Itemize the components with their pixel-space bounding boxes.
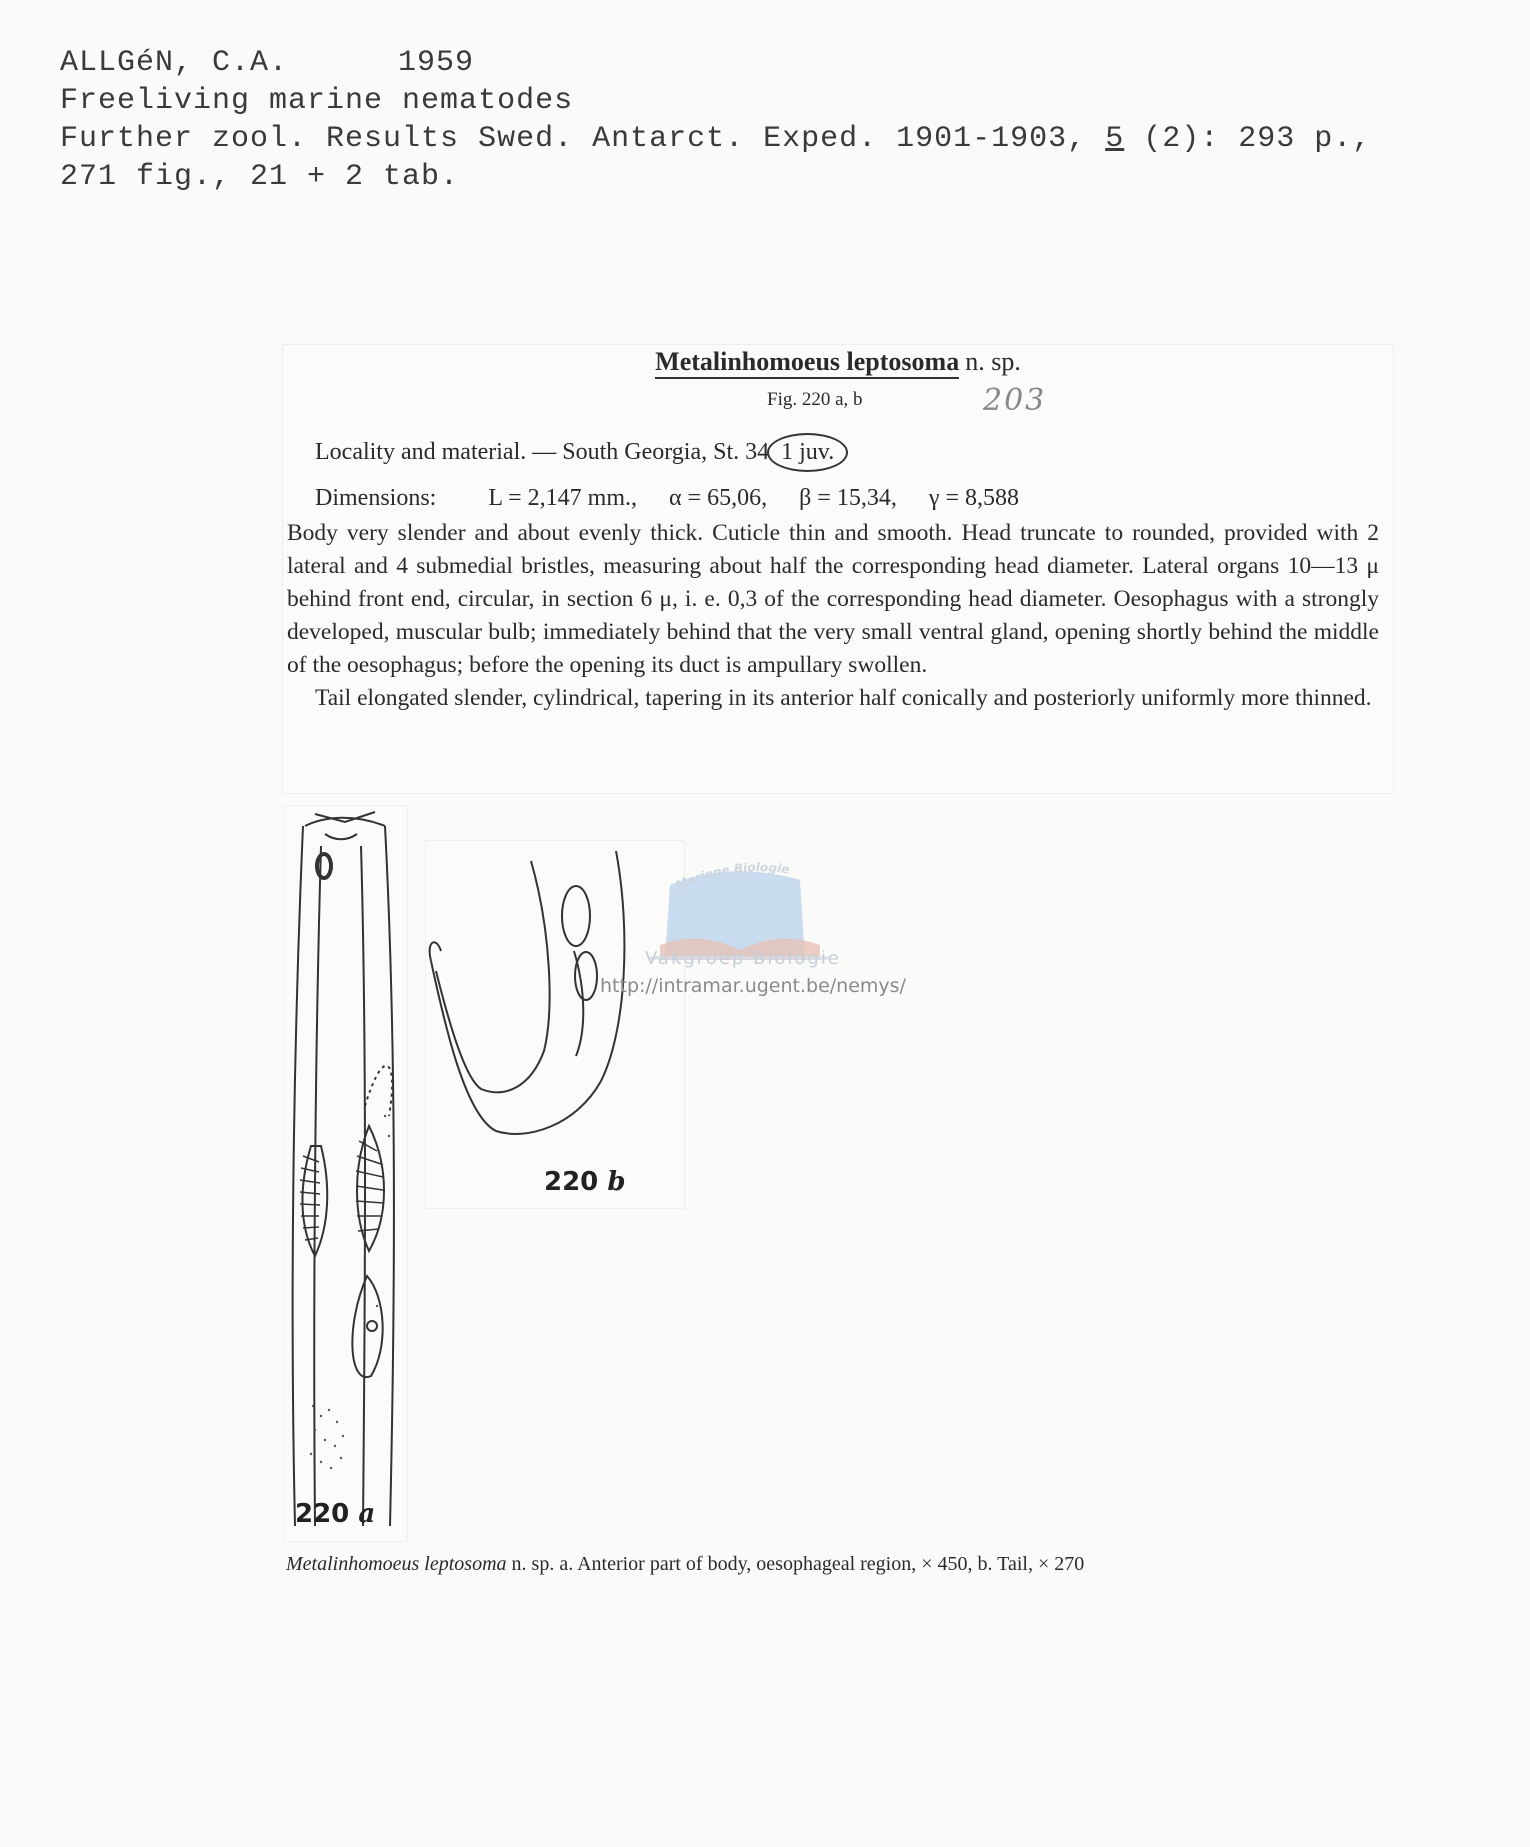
dimension-alpha: α = 65,06,: [668, 485, 768, 511]
citation-volume: 5: [1105, 122, 1125, 156]
dimension-beta: β = 15,34,: [799, 485, 897, 511]
figure-220b-letter: b: [607, 1167, 626, 1197]
description-body: [287, 517, 1379, 715]
figure-220b-number: 220: [544, 1167, 599, 1197]
species-title: [283, 347, 1393, 377]
figure-220a-label: [295, 1499, 375, 1529]
dimension-length: L = 2,147 mm.,: [488, 485, 637, 511]
species-suffix: n. sp.: [965, 347, 1021, 376]
author-line: [60, 44, 1480, 82]
author: ALLGéN, C.A.: [60, 46, 289, 80]
nematode-anterior-drawing: [285, 806, 407, 1541]
dimension-gamma: γ = 8,588: [928, 485, 1019, 511]
work-title: Freeliving marine nematodes: [60, 84, 574, 118]
citation-prefix: Further zool. Results Swed. Antarct. Exped. 1901-1903,: [60, 122, 1087, 156]
watermark-url: http://intramar.ugent.be/nemys/: [600, 975, 906, 997]
figure-220a-letter: a: [358, 1499, 376, 1529]
citation-line-2: 271 fig., 21 + 2 tab.: [60, 160, 460, 194]
figure-220a-number: 220: [295, 1499, 350, 1529]
figure-caption: [286, 1553, 1306, 1576]
watermark-department: Vakgroep Biologie: [645, 948, 841, 969]
caption-text: n. sp. a. Anterior part of body, oesophageal region, × 450, b. Tail, × 270: [511, 1553, 1085, 1575]
description-clipping: [282, 344, 1394, 794]
figure-220a: [284, 805, 408, 1542]
dimensions-line: [315, 485, 1045, 512]
dimensions-label: Dimensions:: [315, 485, 437, 511]
locality-line: [315, 433, 848, 472]
description-paragraph-1: Body very slender and about evenly thick. Cuticle thin and smooth. Head truncate to rounded, provided with 2 lateral and 4 submedial bristles, measuring about half the corresponding head diameter. Lateral organs 10—13 μ behind front end, circular, in section 6 μ, i. e. 0,3 of the corresponding head diameter. Oesophagus with a strongly developed, muscular bulb; immediately behind that the very small ventral gland, opening shortly behind the middle of the oesophagus; before the opening its duct is ampullary swollen.: [287, 520, 1379, 678]
locality-text: Locality and material. — South Georgia, St. 34: [315, 439, 770, 465]
year: 1959: [398, 46, 475, 80]
citation-suffix: (2): 293 p.,: [1143, 122, 1372, 156]
citation-line: [60, 120, 1480, 158]
watermark-arc-text: Mariene Biologie: [673, 860, 791, 893]
species-name: Metalinhomoeus leptosoma: [655, 347, 959, 379]
circled-juvenile: 1 juv.: [767, 433, 848, 472]
description-paragraph-2: Tail elongated slender, cylindrical, tapering in its anterior half conically and posteriorly uniformly more thinned.: [315, 685, 1372, 711]
figure-reference: Fig. 220 a, b: [767, 389, 863, 410]
figure-220b-label: [544, 1167, 626, 1197]
handwritten-number: 203: [983, 383, 1047, 418]
caption-species: Metalinhomoeus leptosoma: [286, 1553, 507, 1575]
card-header: [60, 44, 1480, 196]
